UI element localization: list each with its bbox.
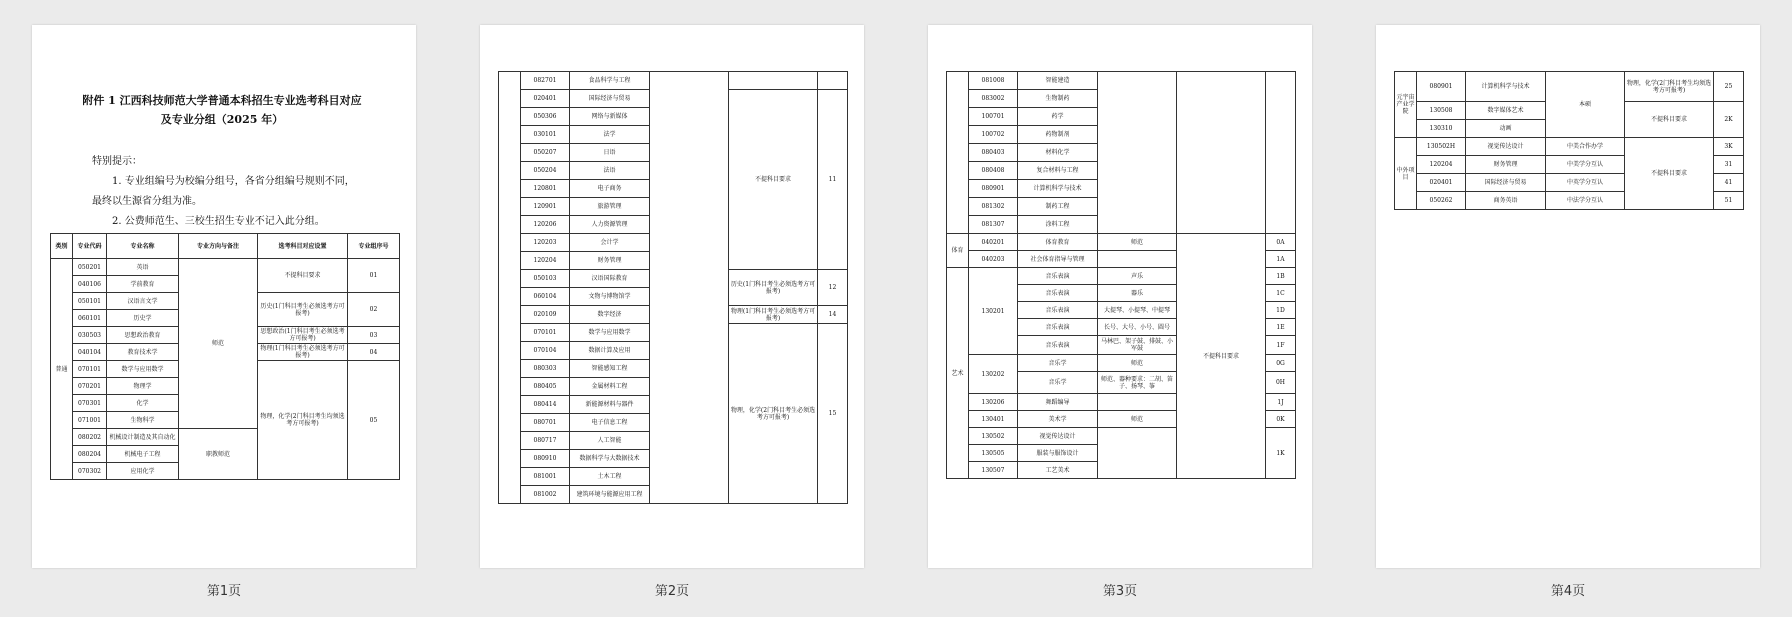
code-cell: 080403 [969,144,1018,162]
name-cell: 电子信息工程 [570,414,650,432]
name-cell: 社会体育指导与管理 [1018,251,1098,268]
code-cell: 071001 [73,412,107,429]
code-cell: 130502H [1417,138,1466,156]
group-cell: 1E [1266,319,1296,336]
group-cell: 12 [818,270,848,306]
group-cell: 0K [1266,411,1296,428]
name-cell: 电子商务 [570,180,650,198]
code-cell: 080204 [73,446,107,463]
group-cell: 0H [1266,372,1296,394]
code-cell: 100702 [969,126,1018,144]
header-group: 专业组序号 [348,234,400,259]
name-cell: 药物制剂 [1018,126,1098,144]
code-cell: 050306 [521,108,570,126]
group-cell: 0G [1266,355,1296,372]
header-category: 类别 [51,234,73,259]
group-cell: 1B [1266,268,1296,285]
notice-1-cont: 最终以生源省分组为准。 [92,196,202,207]
name-cell: 学前教育 [107,276,179,293]
name-cell: 食品科学与工程 [570,72,650,90]
name-cell: 制药工程 [1018,198,1098,216]
name-cell: 音乐表演 [1018,319,1098,336]
direction-cell: 职教师范 [179,429,258,480]
code-cell: 130401 [969,411,1018,428]
code-cell: 070302 [73,463,107,480]
name-cell: 智能建造 [1018,72,1098,90]
group-cell: 14 [818,306,848,324]
subject-cell: 历史(1门科目考生必须选考方可报考) [729,270,818,306]
name-cell: 数据科学与大数据技术 [570,450,650,468]
direction-cell: 本硕 [1546,72,1625,138]
group-cell: 1K [1266,428,1296,479]
name-cell: 汉语国际教育 [570,270,650,288]
code-cell: 040106 [73,276,107,293]
group-cell: 04 [348,344,400,361]
name-cell: 舞蹈编导 [1018,394,1098,411]
name-cell: 数据计算及应用 [570,342,650,360]
code-cell: 080408 [969,162,1018,180]
name-cell: 音乐表演 [1018,302,1098,319]
code-cell: 130201 [969,268,1018,355]
subject-cell: 不提科目要求 [729,90,818,270]
name-cell: 机械电子工程 [107,446,179,463]
code-cell: 060104 [521,288,570,306]
code-cell: 070104 [521,342,570,360]
code-cell: 080910 [521,450,570,468]
header-direction: 专业方向与备注 [179,234,258,259]
direction-cell [1098,251,1177,268]
name-cell: 化学 [107,395,179,412]
name-cell: 国际经济与贸易 [1466,174,1546,192]
direction-cell [1098,428,1177,479]
subject-table-p4 [1394,71,1744,210]
name-cell: 动画 [1466,120,1546,138]
code-cell: 130507 [969,462,1018,479]
name-cell: 涂料工程 [1018,216,1098,234]
name-cell: 历史学 [107,310,179,327]
group-cell: 31 [1714,156,1744,174]
name-cell: 新能源材料与器件 [570,396,650,414]
group-cell [818,72,848,90]
name-cell: 土木工程 [570,468,650,486]
direction-cell: 器乐 [1098,285,1177,302]
name-cell: 会计学 [570,234,650,252]
subject-table-p2 [498,71,848,504]
name-cell: 数字媒体艺术 [1466,102,1546,120]
name-cell: 国际经济与贸易 [570,90,650,108]
page-label-4: 第4页 [1550,584,1586,599]
name-cell: 音乐表演 [1018,336,1098,355]
group-cell: 15 [818,324,848,504]
name-cell: 财务管理 [570,252,650,270]
direction-cell: 师范 [1098,355,1177,372]
direction-cell: 师范 [1098,411,1177,428]
name-cell: 财务管理 [1466,156,1546,174]
group-cell: 3K [1714,138,1744,156]
name-cell: 文物与博物馆学 [570,288,650,306]
name-cell: 药学 [1018,108,1098,126]
name-cell: 人力资源管理 [570,216,650,234]
code-cell: 060101 [73,310,107,327]
code-cell: 081302 [969,198,1018,216]
group-cell: 1A [1266,251,1296,268]
name-cell: 思想政治教育 [107,327,179,344]
code-cell: 070101 [521,324,570,342]
group-cell: 01 [348,259,400,293]
name-cell: 音乐表演 [1018,268,1098,285]
subject-cell: 物理(1门科目考生必须选考方可报考) [258,344,348,361]
notice-2: 2. 公费师范生、三校生招生专业不记入此分组。 [112,216,325,227]
name-cell: 商务英语 [1466,192,1546,210]
code-cell: 130502 [969,428,1018,445]
name-cell: 金属材料工程 [570,378,650,396]
code-cell: 081008 [969,72,1018,90]
group-cell: 1J [1266,394,1296,411]
name-cell: 美术学 [1018,411,1098,428]
group-cell: 0A [1266,234,1296,251]
group-cell: 51 [1714,192,1744,210]
header-name: 专业名称 [107,234,179,259]
code-cell: 120206 [521,216,570,234]
code-cell: 120203 [521,234,570,252]
direction-cell [650,72,729,504]
code-cell: 080901 [969,180,1018,198]
name-cell: 应用化学 [107,463,179,480]
page-4[interactable] [1376,25,1760,568]
group-cell: 03 [348,327,400,344]
name-cell: 旅游管理 [570,198,650,216]
name-cell: 复合材料与工程 [1018,162,1098,180]
category-cell: 中外项目 [1395,138,1417,210]
page-label-3: 第3页 [1102,584,1138,599]
code-cell: 020401 [521,90,570,108]
direction-cell: 马林巴、架子鼓、排鼓、小军鼓 [1098,336,1177,355]
name-cell: 数学与应用数学 [107,361,179,378]
code-cell: 050207 [521,144,570,162]
name-cell: 日语 [570,144,650,162]
name-cell: 计算机科学与技术 [1466,72,1546,102]
code-cell: 030101 [521,126,570,144]
name-cell: 人工智能 [570,432,650,450]
subject-table-p1 [50,233,400,480]
code-cell: 050262 [1417,192,1466,210]
direction-cell: 师范、器种要求：二胡、笛子、扬琴、筝 [1098,372,1177,394]
direction-cell: 师范 [179,259,258,429]
code-cell: 130206 [969,394,1018,411]
header-code: 专业代码 [73,234,107,259]
name-cell: 体育教育 [1018,234,1098,251]
category-cell [947,72,969,234]
code-cell: 080414 [521,396,570,414]
code-cell: 100701 [969,108,1018,126]
name-cell: 建筑环境与能源应用工程 [570,486,650,504]
direction-cell: 中美合作办学 [1546,138,1625,156]
group-cell: 41 [1714,174,1744,192]
direction-cell: 长号、大号、小号、圆号 [1098,319,1177,336]
name-cell: 生物制药 [1018,90,1098,108]
name-cell: 数字经济 [570,306,650,324]
category-cell: 艺术 [947,268,969,479]
category-cell [499,72,521,504]
page-label-2: 第2页 [654,584,690,599]
group-cell: 2K [1714,102,1744,138]
name-cell: 教育技术学 [107,344,179,361]
document-title: 附件 1 江西科技师范大学普通本科招生专业选考科目对应 及专业分组（2025 年） [82,94,362,126]
subject-cell [729,72,818,90]
code-cell: 080303 [521,360,570,378]
group-cell [1266,72,1296,234]
subject-cell [1177,72,1266,234]
group-cell: 02 [348,293,400,327]
name-cell: 音乐学 [1018,355,1098,372]
code-cell: 120204 [521,252,570,270]
name-cell: 网络与新媒体 [570,108,650,126]
category-cell: 普通 [51,259,73,480]
category-cell: 元宇宙产业学院 [1395,72,1417,138]
code-cell: 030503 [73,327,107,344]
group-cell: 1D [1266,302,1296,319]
name-cell: 服装与服饰设计 [1018,445,1098,462]
code-cell: 070101 [73,361,107,378]
name-cell: 材料化学 [1018,144,1098,162]
code-cell: 130508 [1417,102,1466,120]
notice-1: 1. 专业组编号为校编分组号，各省分组编号规则不同， [112,176,355,187]
subject-table-p3 [946,71,1296,479]
notice-heading: 特别提示： [92,156,142,167]
subject-cell: 不提科目要求 [1177,234,1266,479]
category-cell: 体育 [947,234,969,268]
name-cell: 音乐表演 [1018,285,1098,302]
code-cell: 080202 [73,429,107,446]
direction-cell: 大提琴、小提琴、中提琴 [1098,302,1177,319]
page-1[interactable] [32,25,416,568]
code-cell: 080405 [521,378,570,396]
code-cell: 070301 [73,395,107,412]
code-cell: 130202 [969,355,1018,394]
name-cell: 英语 [107,259,179,276]
name-cell: 机械设计制造及其自动化 [107,429,179,446]
group-cell: 11 [818,90,848,270]
name-cell: 视觉传达设计 [1466,138,1546,156]
name-cell: 工艺美术 [1018,462,1098,479]
subject-cell: 物理(1门科目考生必须选考方可报考) [729,306,818,324]
group-cell: 1F [1266,336,1296,355]
code-cell: 050201 [73,259,107,276]
code-cell: 040201 [969,234,1018,251]
page-label-1: 第1页 [206,584,242,599]
direction-cell: 中法学分互认 [1546,192,1625,210]
code-cell: 040203 [969,251,1018,268]
code-cell: 120204 [1417,156,1466,174]
group-cell: 25 [1714,72,1744,102]
direction-cell: 中美学分互认 [1546,156,1625,174]
code-cell: 081307 [969,216,1018,234]
name-cell: 计算机科学与技术 [1018,180,1098,198]
code-cell: 020401 [1417,174,1466,192]
name-cell: 物理学 [107,378,179,395]
name-cell: 法语 [570,162,650,180]
subject-cell: 历史(1门科目考生必须选考方可报考) [258,293,348,327]
code-cell: 070201 [73,378,107,395]
page-2[interactable] [480,25,864,568]
direction-cell: 师范 [1098,234,1177,251]
name-cell: 法学 [570,126,650,144]
direction-cell: 声乐 [1098,268,1177,285]
name-cell: 汉语言文学 [107,293,179,310]
direction-cell [1098,72,1177,234]
subject-cell: 不提科目要求 [258,259,348,293]
group-cell: 1C [1266,285,1296,302]
code-cell: 050101 [73,293,107,310]
code-cell: 081001 [521,468,570,486]
code-cell: 083002 [969,90,1018,108]
code-cell: 040104 [73,344,107,361]
code-cell: 020109 [521,306,570,324]
code-cell: 120901 [521,198,570,216]
code-cell: 120801 [521,180,570,198]
code-cell: 050204 [521,162,570,180]
group-cell: 05 [348,361,400,480]
name-cell: 智能感知工程 [570,360,650,378]
code-cell: 080717 [521,432,570,450]
code-cell: 050103 [521,270,570,288]
subject-cell: 物理，化学(2门科目考生均须选考方可报考) [258,361,348,480]
subject-cell: 思想政治(1门科目考生必须选考方可报考) [258,327,348,344]
code-cell: 080901 [1417,72,1466,102]
header-subjects: 选考科目对应设置 [258,234,348,259]
subject-cell: 不提科目要求 [1625,102,1714,138]
code-cell: 130310 [1417,120,1466,138]
name-cell: 视觉传达设计 [1018,428,1098,445]
name-cell: 音乐学 [1018,372,1098,394]
page-3[interactable] [928,25,1312,568]
subject-cell: 物理，化学(2门科目考生必须选考方可报考) [729,324,818,504]
direction-cell: 中英学分互认 [1546,174,1625,192]
subject-cell: 物理，化学(2门科目考生均须选考方可报考) [1625,72,1714,102]
code-cell: 130505 [969,445,1018,462]
code-cell: 081002 [521,486,570,504]
name-cell: 生物科学 [107,412,179,429]
subject-cell: 不提科目要求 [1625,138,1714,210]
code-cell: 082701 [521,72,570,90]
direction-cell [1098,394,1177,411]
code-cell: 080701 [521,414,570,432]
name-cell: 数学与应用数学 [570,324,650,342]
